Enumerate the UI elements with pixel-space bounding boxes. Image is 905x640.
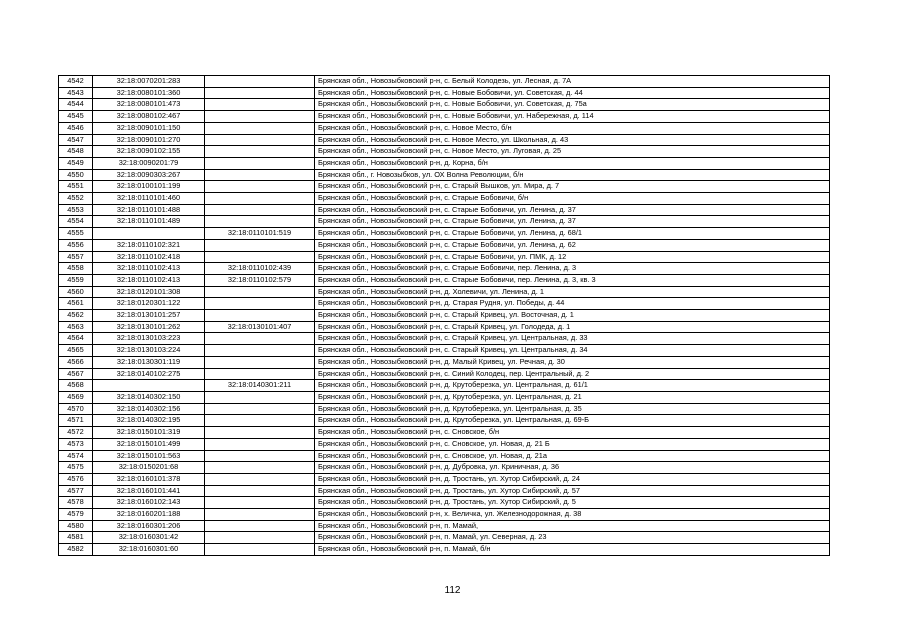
building-cadastral-number-cell [205, 368, 315, 380]
address-cell: Брянская обл., Новозыбковский р-н, с. Старые Бобовичи, ул. Ленина, д. 68/1 [315, 228, 830, 240]
table-row [59, 134, 830, 146]
building-cadastral-number-cell [205, 356, 315, 368]
building-cadastral-number-cell [205, 157, 315, 169]
row-number-cell: 4563 [59, 321, 93, 333]
building-cadastral-number-cell [205, 87, 315, 99]
address-cell: Брянская обл., Новозыбковский р-н, с. Новое Место, ул. Школьная, д. 43 [315, 134, 830, 146]
table-row [59, 427, 830, 439]
land-cadastral-number-cell: 32:18:0080101:360 [93, 87, 205, 99]
row-number-cell: 4544 [59, 99, 93, 111]
row-number-cell: 4582 [59, 544, 93, 556]
building-cadastral-number-cell [205, 333, 315, 345]
land-cadastral-number-cell: 32:18:0080102:467 [93, 111, 205, 123]
address-cell: Брянская обл., Новозыбковский р-н, д. Старая Рудня, ул. Победы, д. 44 [315, 298, 830, 310]
table-row [59, 122, 830, 134]
row-number-cell: 4556 [59, 239, 93, 251]
address-cell: Брянская обл., г. Новозыбков, ул. ОХ Волна Революции, б/н [315, 169, 830, 181]
land-cadastral-number-cell: 32:18:0160101:378 [93, 473, 205, 485]
building-cadastral-number-cell [205, 485, 315, 497]
table-row [59, 181, 830, 193]
row-number-cell: 4581 [59, 532, 93, 544]
land-cadastral-number-cell: 32:18:0090303:267 [93, 169, 205, 181]
address-cell: Брянская обл., Новозыбковский р-н, д. Тростань, ул. Хутор Сибирский, д. 57 [315, 485, 830, 497]
building-cadastral-number-cell [205, 415, 315, 427]
address-cell: Брянская обл., Новозыбковский р-н, с. Старый Кривец, ул. Голодеда, д. 1 [315, 321, 830, 333]
building-cadastral-number-cell [205, 427, 315, 439]
building-cadastral-number-cell [205, 462, 315, 474]
building-cadastral-number-cell [205, 146, 315, 158]
land-cadastral-number-cell: 32:18:0090201:79 [93, 157, 205, 169]
table-row [59, 391, 830, 403]
address-cell: Брянская обл., Новозыбковский р-н, с. Старые Бобовичи, ул. Ленина, д. 37 [315, 216, 830, 228]
land-cadastral-number-cell: 32:18:0130103:224 [93, 345, 205, 357]
building-cadastral-number-cell [205, 204, 315, 216]
land-cadastral-number-cell: 32:18:0160301:42 [93, 532, 205, 544]
building-cadastral-number-cell [205, 497, 315, 509]
cadastral-table [58, 75, 830, 556]
address-cell: Брянская обл., Новозыбковский р-н, с. Старые Бобовичи, ул. Ленина, д. 37 [315, 204, 830, 216]
land-cadastral-number-cell: 32:18:0110102:321 [93, 239, 205, 251]
building-cadastral-number-cell [205, 193, 315, 205]
building-cadastral-number-cell: 32:18:0130101:407 [205, 321, 315, 333]
land-cadastral-number-cell [93, 380, 205, 392]
building-cadastral-number-cell [205, 532, 315, 544]
land-cadastral-number-cell: 32:18:0120101:308 [93, 286, 205, 298]
address-cell: Брянская обл., Новозыбковский р-н, д. Корна, б/н [315, 157, 830, 169]
row-number-cell: 4566 [59, 356, 93, 368]
land-cadastral-number-cell: 32:18:0090102:155 [93, 146, 205, 158]
address-cell: Брянская обл., Новозыбковский р-н, с. Старый Вышков, ул. Мира, д. 7 [315, 181, 830, 193]
table-row [59, 157, 830, 169]
land-cadastral-number-cell: 32:18:0160102:143 [93, 497, 205, 509]
address-cell: Брянская обл., Новозыбковский р-н, д. Тростань, ул. Хутор Сибирский, д. 24 [315, 473, 830, 485]
building-cadastral-number-cell: 32:18:0110101:519 [205, 228, 315, 240]
table-row [59, 216, 830, 228]
building-cadastral-number-cell [205, 239, 315, 251]
address-cell: Брянская обл., Новозыбковский р-н, п. Мамай, ул. Северная, д. 23 [315, 532, 830, 544]
building-cadastral-number-cell [205, 216, 315, 228]
building-cadastral-number-cell: 32:18:0110102:439 [205, 263, 315, 275]
land-cadastral-number-cell: 32:18:0110101:489 [93, 216, 205, 228]
land-cadastral-number-cell: 32:18:0130101:262 [93, 321, 205, 333]
address-cell: Брянская обл., Новозыбковский р-н, д. Тростань, ул. Хутор Сибирский, д. 5 [315, 497, 830, 509]
row-number-cell: 4577 [59, 485, 93, 497]
address-cell: Брянская обл., Новозыбковский р-н, с. Новое Место, б/н [315, 122, 830, 134]
building-cadastral-number-cell [205, 76, 315, 88]
table-row [59, 485, 830, 497]
building-cadastral-number-cell [205, 450, 315, 462]
land-cadastral-number-cell: 32:18:0130103:223 [93, 333, 205, 345]
table-row [59, 544, 830, 556]
building-cadastral-number-cell [205, 99, 315, 111]
row-number-cell: 4576 [59, 473, 93, 485]
row-number-cell: 4557 [59, 251, 93, 263]
address-cell: Брянская обл., Новозыбковский р-н, с. Сновское, ул. Новая, д. 21 Б [315, 438, 830, 450]
address-cell: Брянская обл., Новозыбковский р-н, п. Мамай, б/н [315, 544, 830, 556]
address-cell: Брянская обл., Новозыбковский р-н, с. Старые Бобовичи, пер. Ленина, д. 3 [315, 263, 830, 275]
row-number-cell: 4553 [59, 204, 93, 216]
land-cadastral-number-cell: 32:18:0160101:441 [93, 485, 205, 497]
building-cadastral-number-cell [205, 520, 315, 532]
table-row [59, 146, 830, 158]
row-number-cell: 4545 [59, 111, 93, 123]
building-cadastral-number-cell [205, 345, 315, 357]
row-number-cell: 4547 [59, 134, 93, 146]
address-cell: Брянская обл., Новозыбковский р-н, п. Мамай, [315, 520, 830, 532]
address-cell: Брянская обл., Новозыбковский р-н, с. Сновское, ул. Новая, д. 21а [315, 450, 830, 462]
table-row [59, 450, 830, 462]
building-cadastral-number-cell [205, 391, 315, 403]
row-number-cell: 4555 [59, 228, 93, 240]
table-row [59, 333, 830, 345]
land-cadastral-number-cell: 32:18:0130101:257 [93, 310, 205, 322]
table-row [59, 438, 830, 450]
row-number-cell: 4579 [59, 509, 93, 521]
row-number-cell: 4562 [59, 310, 93, 322]
building-cadastral-number-cell [205, 473, 315, 485]
table-row [59, 76, 830, 88]
address-cell: Брянская обл., Новозыбковский р-н, д. Крутоберезка, ул. Центральная, д. 35 [315, 403, 830, 415]
table-row [59, 509, 830, 521]
table-row [59, 403, 830, 415]
row-number-cell: 4569 [59, 391, 93, 403]
address-cell: Брянская обл., Новозыбковский р-н, с. Синий Колодец, пер. Центральный, д. 2 [315, 368, 830, 380]
row-number-cell: 4572 [59, 427, 93, 439]
land-cadastral-number-cell: 32:18:0150101:563 [93, 450, 205, 462]
address-cell: Брянская обл., Новозыбковский р-н, с. Старые Бобовичи, пер. Ленина, д. 3, кв. 3 [315, 274, 830, 286]
address-cell: Брянская обл., Новозыбковский р-н, с. Новые Бобовичи, ул. Советская, д. 75а [315, 99, 830, 111]
table-row [59, 345, 830, 357]
table-row [59, 356, 830, 368]
address-cell: Брянская обл., Новозыбковский р-н, с. Новые Бобовичи, ул. Набережная, д. 114 [315, 111, 830, 123]
table-row [59, 239, 830, 251]
row-number-cell: 4559 [59, 274, 93, 286]
address-cell: Брянская обл., Новозыбковский р-н, с. Старый Кривец, ул. Центральная, д. 33 [315, 333, 830, 345]
row-number-cell: 4571 [59, 415, 93, 427]
building-cadastral-number-cell [205, 134, 315, 146]
table-row [59, 497, 830, 509]
land-cadastral-number-cell: 32:18:0140102:275 [93, 368, 205, 380]
row-number-cell: 4565 [59, 345, 93, 357]
table-row [59, 111, 830, 123]
land-cadastral-number-cell: 32:18:0110102:413 [93, 274, 205, 286]
table-row [59, 169, 830, 181]
building-cadastral-number-cell [205, 169, 315, 181]
land-cadastral-number-cell: 32:18:0150101:319 [93, 427, 205, 439]
table-row [59, 473, 830, 485]
row-number-cell: 4578 [59, 497, 93, 509]
row-number-cell: 4573 [59, 438, 93, 450]
land-cadastral-number-cell: 32:18:0160301:206 [93, 520, 205, 532]
land-cadastral-number-cell: 32:18:0120301:122 [93, 298, 205, 310]
address-cell: Брянская обл., Новозыбковский р-н, с. Старые Бобовичи, б/н [315, 193, 830, 205]
address-cell: Брянская обл., Новозыбковский р-н, с. Новое Место, ул. Луговая, д. 25 [315, 146, 830, 158]
row-number-cell: 4542 [59, 76, 93, 88]
building-cadastral-number-cell [205, 509, 315, 521]
land-cadastral-number-cell: 32:18:0130301:119 [93, 356, 205, 368]
row-number-cell: 4548 [59, 146, 93, 158]
land-cadastral-number-cell: 32:18:0140302:195 [93, 415, 205, 427]
address-cell: Брянская обл., Новозыбковский р-н, д. Крутоберезка, ул. Центральная, д. 61/1 [315, 380, 830, 392]
land-cadastral-number-cell: 32:18:0160301:60 [93, 544, 205, 556]
row-number-cell: 4546 [59, 122, 93, 134]
table-row [59, 310, 830, 322]
table-row [59, 204, 830, 216]
land-cadastral-number-cell: 32:18:0070201:283 [93, 76, 205, 88]
table-row [59, 274, 830, 286]
building-cadastral-number-cell [205, 251, 315, 263]
page-number: 112 [444, 585, 461, 596]
building-cadastral-number-cell [205, 111, 315, 123]
row-number-cell: 4552 [59, 193, 93, 205]
land-cadastral-number-cell: 32:18:0100101:199 [93, 181, 205, 193]
row-number-cell: 4551 [59, 181, 93, 193]
table-row [59, 368, 830, 380]
table-row [59, 298, 830, 310]
table-row [59, 532, 830, 544]
address-cell: Брянская обл., Новозыбковский р-н, д. Крутоберезка, ул. Центральная, д. 21 [315, 391, 830, 403]
row-number-cell: 4580 [59, 520, 93, 532]
building-cadastral-number-cell [205, 286, 315, 298]
building-cadastral-number-cell [205, 122, 315, 134]
row-number-cell: 4570 [59, 403, 93, 415]
building-cadastral-number-cell [205, 181, 315, 193]
table-row [59, 380, 830, 392]
building-cadastral-number-cell [205, 298, 315, 310]
building-cadastral-number-cell [205, 438, 315, 450]
row-number-cell: 4575 [59, 462, 93, 474]
land-cadastral-number-cell: 32:18:0140302:156 [93, 403, 205, 415]
land-cadastral-number-cell: 32:18:0110101:488 [93, 204, 205, 216]
table-row [59, 462, 830, 474]
address-cell: Брянская обл., Новозыбковский р-н, д. Холевичи, ул. Ленина, д. 1 [315, 286, 830, 298]
land-cadastral-number-cell: 32:18:0140302:150 [93, 391, 205, 403]
row-number-cell: 4568 [59, 380, 93, 392]
table-row [59, 263, 830, 275]
table-row [59, 251, 830, 263]
building-cadastral-number-cell [205, 310, 315, 322]
row-number-cell: 4560 [59, 286, 93, 298]
address-cell: Брянская обл., Новозыбковский р-н, с. Старый Кривец, ул. Центральная, д. 34 [315, 345, 830, 357]
address-cell: Брянская обл., Новозыбковский р-н, д. Малый Кривец, ул. Речная, д. 30 [315, 356, 830, 368]
row-number-cell: 4574 [59, 450, 93, 462]
table-row [59, 321, 830, 333]
land-cadastral-number-cell: 32:18:0150101:499 [93, 438, 205, 450]
building-cadastral-number-cell [205, 403, 315, 415]
table-body [59, 76, 830, 556]
land-cadastral-number-cell: 32:18:0160201:188 [93, 509, 205, 521]
row-number-cell: 4543 [59, 87, 93, 99]
address-cell: Брянская обл., Новозыбковский р-н, д. Дубровка, ул. Криничная, д. 36 [315, 462, 830, 474]
land-cadastral-number-cell: 32:18:0110102:413 [93, 263, 205, 275]
row-number-cell: 4549 [59, 157, 93, 169]
table-row [59, 286, 830, 298]
table-row [59, 87, 830, 99]
table-row [59, 193, 830, 205]
building-cadastral-number-cell: 32:18:0140301:211 [205, 380, 315, 392]
address-cell: Брянская обл., Новозыбковский р-н, х. Величка, ул. Железнодорожная, д. 38 [315, 509, 830, 521]
land-cadastral-number-cell: 32:18:0110101:460 [93, 193, 205, 205]
land-cadastral-number-cell: 32:18:0110102:418 [93, 251, 205, 263]
address-cell: Брянская обл., Новозыбковский р-н, с. Старый Кривец, ул. Восточная, д. 1 [315, 310, 830, 322]
row-number-cell: 4561 [59, 298, 93, 310]
land-cadastral-number-cell [93, 228, 205, 240]
building-cadastral-number-cell: 32:18:0110102:579 [205, 274, 315, 286]
land-cadastral-number-cell: 32:18:0150201:68 [93, 462, 205, 474]
row-number-cell: 4558 [59, 263, 93, 275]
row-number-cell: 4564 [59, 333, 93, 345]
land-cadastral-number-cell: 32:18:0080101:473 [93, 99, 205, 111]
address-cell: Брянская обл., Новозыбковский р-н, с. Новые Бобовичи, ул. Советская, д. 44 [315, 87, 830, 99]
building-cadastral-number-cell [205, 544, 315, 556]
address-cell: Брянская обл., Новозыбковский р-н, с. Старые Бобовичи, ул. Ленина, д. 62 [315, 239, 830, 251]
table-row [59, 415, 830, 427]
row-number-cell: 4550 [59, 169, 93, 181]
land-cadastral-number-cell: 32:18:0090101:270 [93, 134, 205, 146]
address-cell: Брянская обл., Новозыбковский р-н, с. Белый Колодезь, ул. Лесная, д. 7А [315, 76, 830, 88]
address-cell: Брянская обл., Новозыбковский р-н, д. Крутоберезка, ул. Центральная, д. 69-Б [315, 415, 830, 427]
row-number-cell: 4567 [59, 368, 93, 380]
row-number-cell: 4554 [59, 216, 93, 228]
address-cell: Брянская обл., Новозыбковский р-н, с. Сновское, б/н [315, 427, 830, 439]
table-row [59, 228, 830, 240]
address-cell: Брянская обл., Новозыбковский р-н, с. Старые Бобовичи, ул. ПМК, д. 12 [315, 251, 830, 263]
table-row [59, 520, 830, 532]
table-row [59, 99, 830, 111]
land-cadastral-number-cell: 32:18:0090101:150 [93, 122, 205, 134]
